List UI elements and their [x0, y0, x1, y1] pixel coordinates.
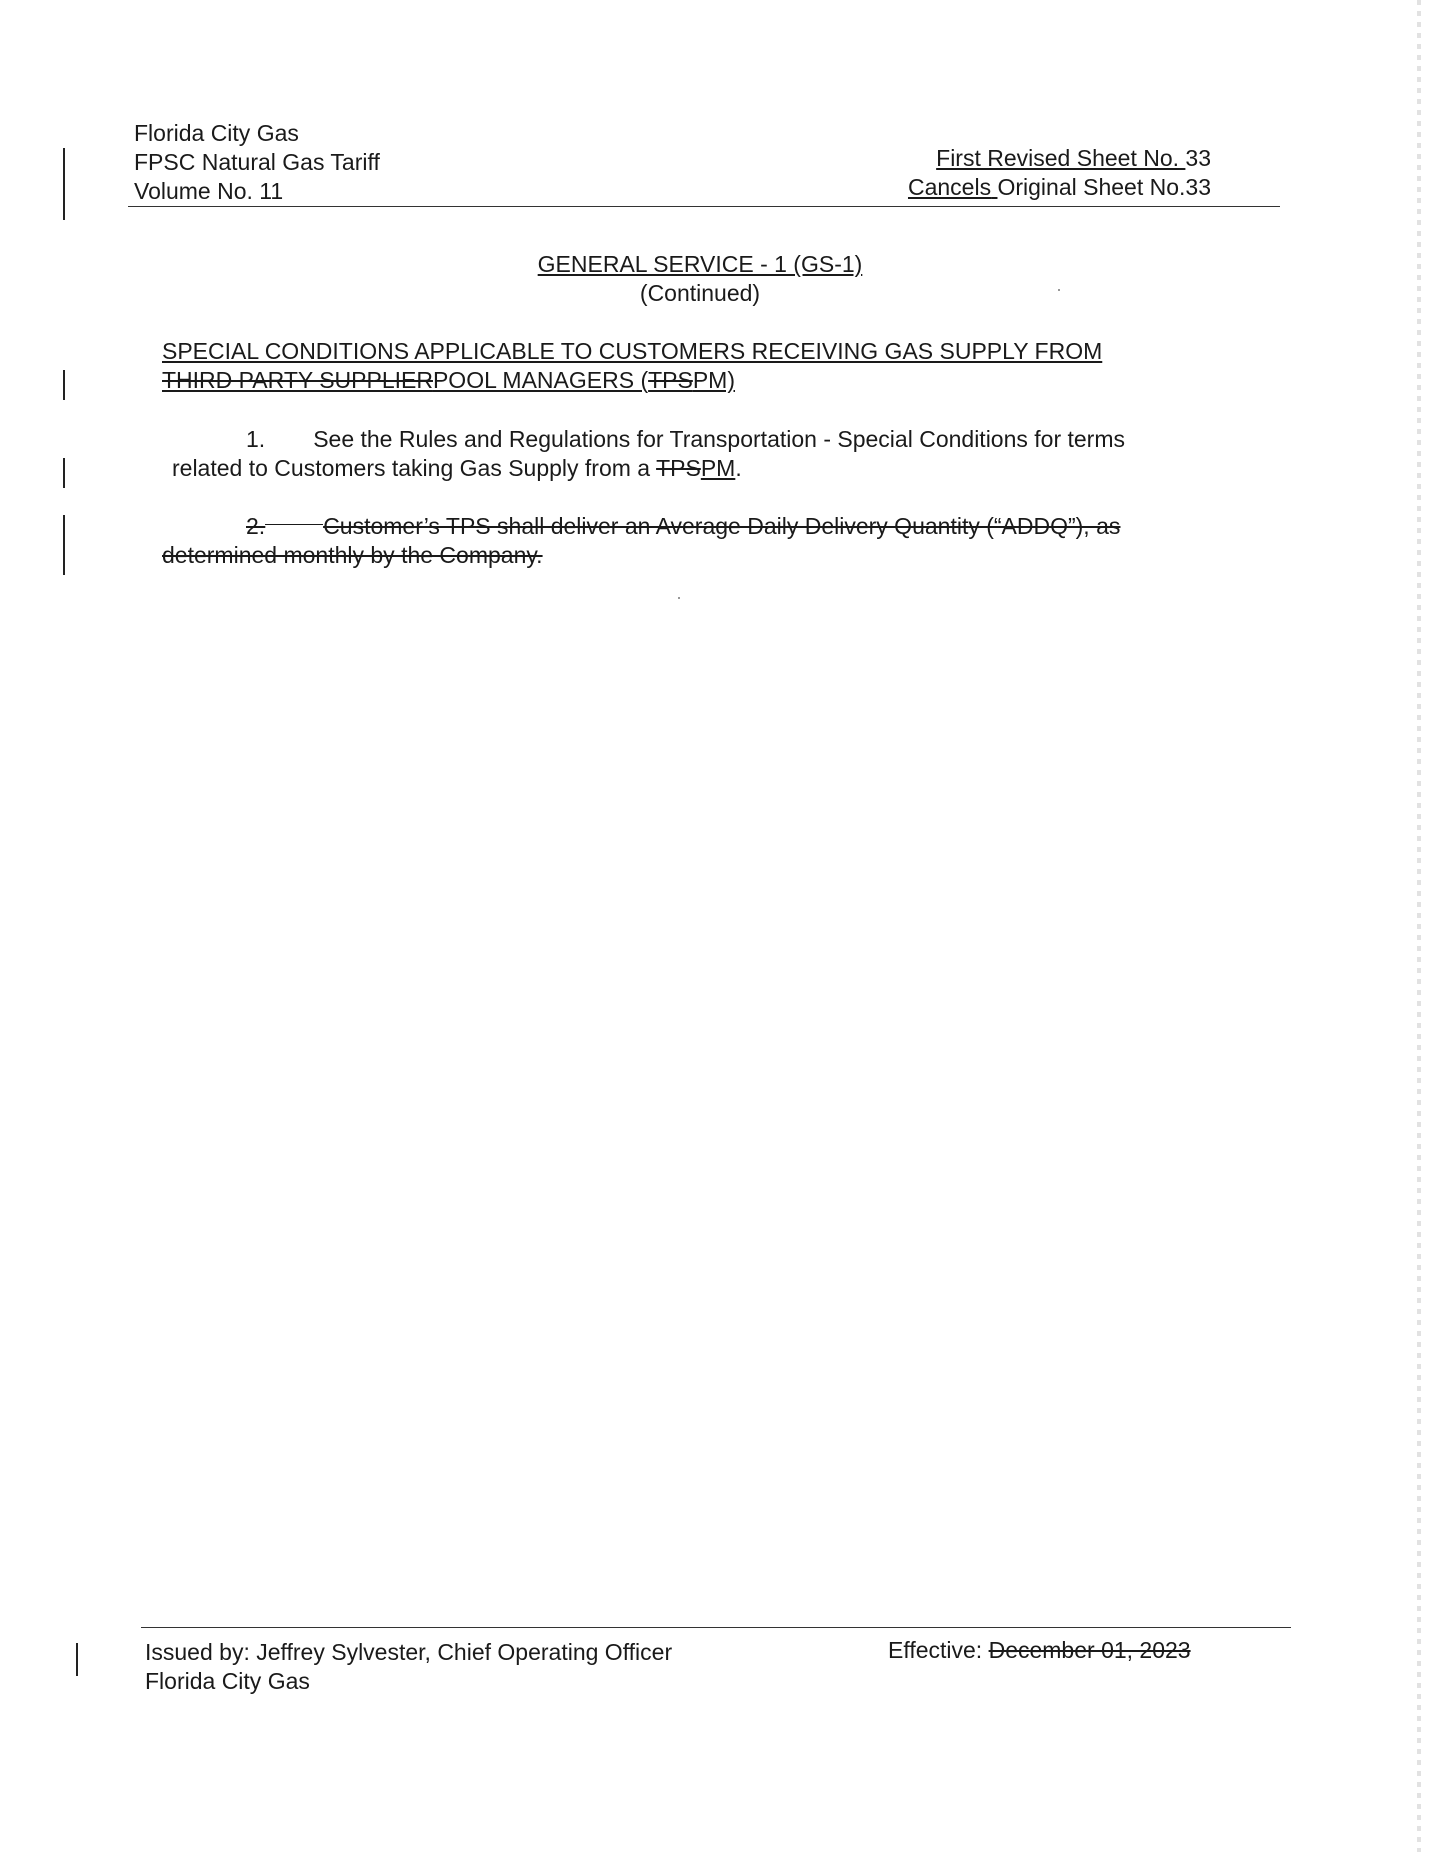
item1-text-prefix: related to Customers taking Gas Supply from a: [172, 455, 657, 481]
item1-number: 1.: [246, 426, 266, 452]
cancels-line: [908, 173, 1211, 202]
scan-edge: [1417, 0, 1421, 1852]
effective-deleted-date: December 01, 2023: [988, 1637, 1191, 1663]
page-title: GENERAL SERVICE - 1 (GS-1): [537, 251, 863, 277]
item2-line2: determined monthly by the Company.: [162, 542, 543, 568]
title-block: [0, 250, 1400, 308]
footer-rule: [141, 1627, 1291, 1628]
change-bar-item2: [63, 515, 65, 575]
item2-number: 2.: [246, 513, 266, 539]
item1-line1: [172, 425, 1125, 454]
inserted-text: POOL MANAGERS (: [432, 367, 649, 393]
cancels-rest: Original Sheet No.33: [997, 174, 1211, 200]
change-bar-header: [63, 148, 65, 220]
sheet-number-line: [908, 144, 1211, 173]
header-right: [908, 144, 1211, 202]
page-subtitle: (Continued): [639, 280, 761, 306]
item1-text-line1: See the Rules and Regulations for Transportation - Special Conditions for terms: [313, 426, 1126, 452]
scan-speck: [1058, 289, 1060, 291]
header-rule: [128, 206, 1280, 207]
change-bar-footer: [76, 1643, 78, 1676]
volume-number: Volume No. 11: [134, 178, 284, 204]
list-item-2: [162, 512, 1120, 570]
item1-line2: [172, 454, 1125, 483]
item2-text-line1: Customer’s TPS shall deliver an Average Daily Delivery Quantity (“ADDQ”), as: [323, 513, 1121, 539]
inserted-abbrev: PM): [692, 367, 736, 393]
change-bar-section: [63, 370, 65, 400]
item1-inserted: PM: [700, 455, 736, 481]
item1-suffix: .: [735, 455, 742, 481]
tariff-name: FPSC Natural Gas Tariff: [134, 149, 380, 175]
item2-line1: [162, 512, 1120, 541]
list-item-1: [172, 425, 1125, 483]
effective-label: Effective:: [888, 1637, 989, 1663]
section-heading-line1: SPECIAL CONDITIONS APPLICABLE TO CUSTOMERS RECEIVING GAS SUPPLY FROM: [162, 338, 1103, 364]
header-left: [134, 119, 380, 206]
company-name: Florida City Gas: [134, 120, 299, 146]
section-heading: [162, 337, 1102, 395]
deleted-text: THIRD PARTY SUPPLIER: [162, 367, 433, 393]
section-heading-line2: [162, 366, 1102, 395]
sheet-number: 33: [1185, 145, 1211, 171]
footer-right: [888, 1636, 1191, 1665]
sheet-label: First Revised Sheet No.: [936, 145, 1180, 171]
scan-speck: [678, 597, 680, 599]
item1-deleted: TPS: [656, 455, 701, 481]
deleted-abbrev: TPS: [648, 367, 693, 393]
footer-company: Florida City Gas: [145, 1668, 310, 1694]
issued-by: Issued by: Jeffrey Sylvester, Chief Operating Officer: [145, 1639, 673, 1665]
footer-left: [145, 1638, 672, 1696]
cancels-word: Cancels: [907, 174, 992, 200]
change-bar-item1: [63, 458, 65, 488]
